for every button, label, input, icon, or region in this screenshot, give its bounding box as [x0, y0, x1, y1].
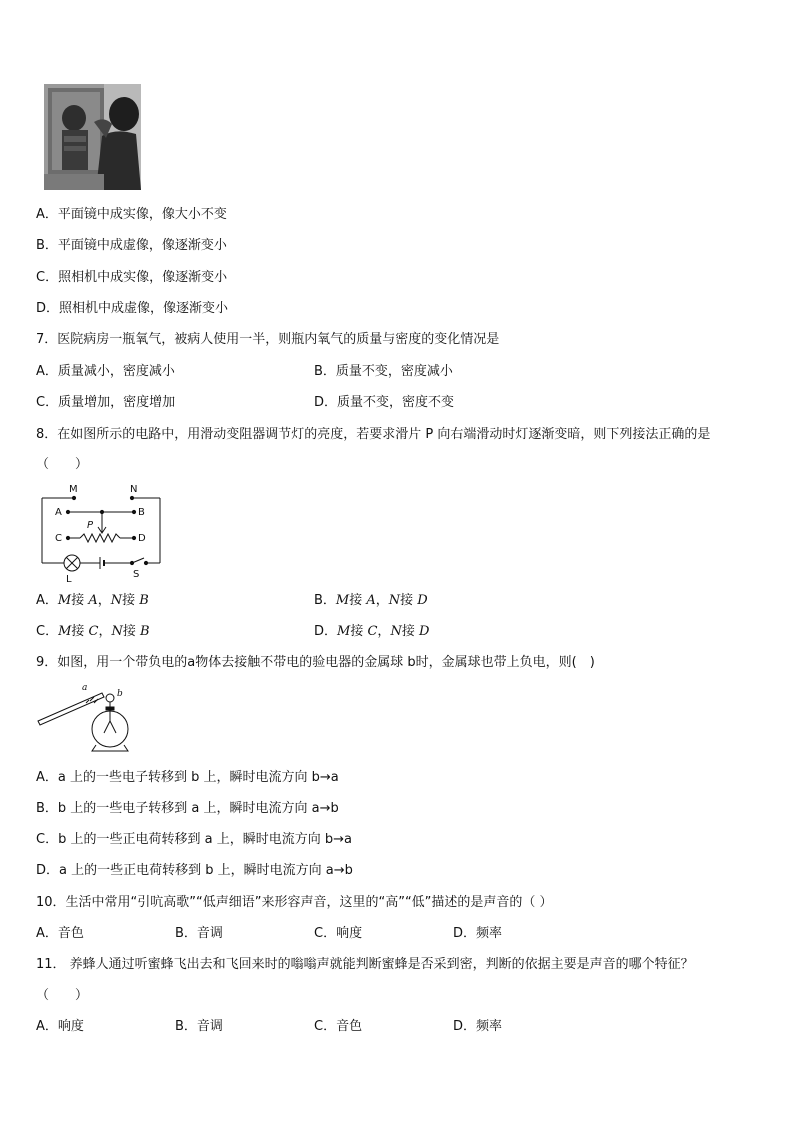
option-prefix: C． [36, 624, 59, 639]
q8-option-d [314, 624, 429, 640]
label-l: L [66, 574, 72, 585]
mirror-photo [44, 84, 141, 190]
label-b: B [138, 507, 145, 518]
option-prefix: A． [36, 593, 58, 608]
option-text: 接 [71, 593, 89, 608]
option-var: C [367, 624, 378, 639]
option-text: ， [98, 624, 112, 639]
q11-option-c: C．音色 [314, 1019, 363, 1034]
q8-option-b [314, 593, 428, 609]
q8-blank: （ ） [36, 457, 89, 472]
q10-stem: 10．生活中常用“引吭高歌”“低声细语”来形容声音，这里的“高”“低”描述的是声音的（ ） [36, 895, 553, 910]
option-var: A [88, 593, 98, 608]
q11-blank: （ ） [36, 988, 89, 1003]
option-var: B [140, 624, 150, 639]
q10-option-c: C．响度 [314, 926, 363, 941]
option-text: 接 [401, 624, 419, 639]
q10-option-b: B．音调 [175, 926, 223, 941]
label-n: N [130, 484, 138, 495]
q7-stem: 7．医院病房一瓶氧气，被病人使用一半，则瓶内氧气的质量与密度的变化情况是 [36, 332, 500, 347]
q6-option-c: C．照相机中成实像，像逐渐变小 [36, 270, 228, 285]
option-text: 接 [71, 624, 89, 639]
q9-option-c: C．b 上的一些正电荷转移到 a 上，瞬时电流方向 b→a [36, 832, 352, 847]
electroscope-diagram [36, 683, 136, 753]
circuit-diagram [36, 478, 166, 586]
option-text: 接 [349, 593, 367, 608]
option-var: A [366, 593, 376, 608]
option-var: M [337, 624, 351, 639]
q11-option-b: B．音调 [175, 1019, 223, 1034]
label-a: a [82, 683, 88, 693]
option-var: M [57, 593, 72, 608]
label-c: C [55, 533, 62, 544]
q9-option-b: B．b 上的一些电子转移到 a 上，瞬时电流方向 a→b [36, 801, 339, 816]
q8-option-c [36, 624, 150, 640]
label-d: D [138, 533, 146, 544]
q6-option-d: D．照相机中成虚像，像逐渐变小 [36, 301, 229, 316]
q11-stem: 11． 养蜂人通过听蜜蜂飞出去和飞回来时的嗡嗡声就能判断蜜蜂是否采到密，判断的依据主要是声音的哪个特征？ [36, 957, 694, 972]
option-var: D [417, 593, 428, 608]
q9-option-d: D．a 上的一些正电荷转移到 b 上，瞬时电流方向 a→b [36, 863, 353, 878]
option-var: C [88, 624, 99, 639]
option-var: M [58, 624, 72, 639]
label-p: P [87, 520, 94, 531]
label-b: b [117, 689, 123, 699]
label-m: M [69, 484, 78, 495]
label-s: S [133, 569, 140, 580]
option-var: M [335, 593, 350, 608]
option-var: N [111, 624, 123, 639]
option-var: B [139, 593, 149, 608]
option-var: D [418, 624, 430, 639]
option-text: ， [377, 624, 391, 639]
label-a: A [55, 507, 62, 518]
q6-option-b: B．平面镜中成虚像，像逐渐变小 [36, 238, 227, 253]
q7-option-d: D．质量不变，密度不变 [314, 395, 455, 410]
option-text: ， [97, 593, 111, 608]
option-prefix: D． [314, 624, 338, 639]
q8-stem: 8．在如图所示的电路中，用滑动变阻器调节灯的亮度，若要求滑片 P 向右端滑动时灯逐渐变暗，则下列接法正确的是 [36, 427, 711, 442]
q9-option-a: A．a 上的一些电子转移到 b 上，瞬时电流方向 b→a [36, 770, 339, 785]
option-text: 接 [350, 624, 368, 639]
option-text: 接 [400, 593, 418, 608]
q11-option-a: A．响度 [36, 1019, 84, 1034]
option-var: N [388, 593, 401, 608]
q10-option-a: A．音色 [36, 926, 84, 941]
q10-option-d: D．频率 [453, 926, 503, 941]
q11-option-d: D．频率 [453, 1019, 503, 1034]
q7-option-c: C．质量增加，密度增加 [36, 395, 176, 410]
option-var: N [390, 624, 402, 639]
q8-option-a [36, 593, 149, 609]
option-var: N [110, 593, 123, 608]
option-text: 接 [122, 593, 140, 608]
option-text: 接 [122, 624, 141, 639]
q7-option-b: B．质量不变，密度减小 [314, 364, 453, 379]
option-prefix: B． [314, 593, 336, 608]
q6-option-a: A．平面镜中成实像，像大小不变 [36, 207, 227, 222]
option-text: ， [375, 593, 389, 608]
q9-stem: 9．如图，用一个带负电的a物体去接触不带电的验电器的金属球 b时，金属球也带上负电，则( ) [36, 655, 595, 670]
q7-option-a: A．质量减小，密度减小 [36, 364, 175, 379]
